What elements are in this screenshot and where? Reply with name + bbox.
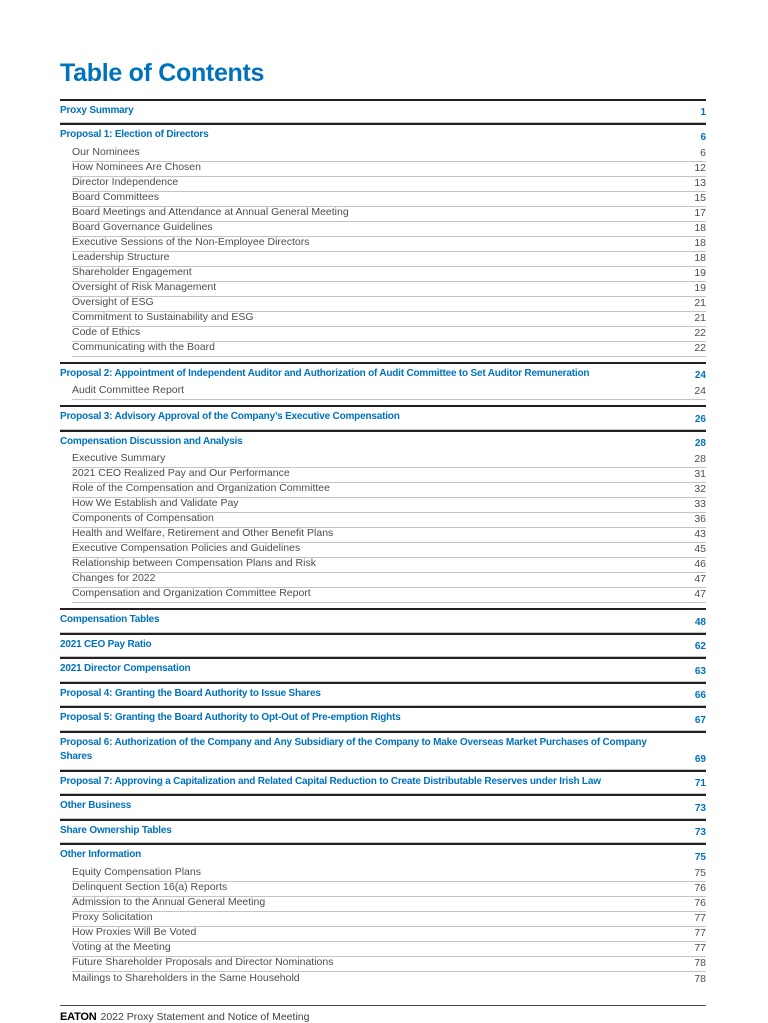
toc-item-page-number: 22 bbox=[694, 326, 706, 339]
toc-section bbox=[60, 633, 706, 658]
toc-item-page-number: 18 bbox=[694, 236, 706, 249]
toc-section-header[interactable] bbox=[60, 684, 706, 706]
toc-section-header[interactable] bbox=[60, 659, 706, 681]
toc-section-header[interactable] bbox=[60, 796, 706, 818]
toc-item-label: Audit Committee Report bbox=[72, 385, 185, 397]
toc-item-label: 2021 CEO Realized Pay and Our Performance bbox=[72, 468, 290, 480]
section-title: Share Ownership Tables bbox=[60, 824, 172, 836]
toc-item[interactable] bbox=[72, 513, 706, 528]
toc-item-page-number: 28 bbox=[694, 453, 706, 465]
toc-item[interactable] bbox=[72, 528, 706, 543]
toc-item[interactable] bbox=[72, 282, 706, 297]
toc-item-label: Health and Welfare, Retirement and Other Benefit Plans bbox=[72, 528, 334, 540]
toc-item-label: Board Meetings and Attendance at Annual General Meeting bbox=[72, 206, 349, 218]
section-page-number: 75 bbox=[694, 851, 706, 863]
toc-item[interactable] bbox=[72, 972, 706, 987]
toc-section bbox=[60, 430, 706, 604]
toc-section bbox=[60, 706, 706, 731]
toc-item-page-number: 17 bbox=[694, 206, 706, 219]
toc-item-page-number: 78 bbox=[694, 956, 706, 969]
toc-item-page-number: 46 bbox=[694, 558, 706, 570]
toc-item-page-number: 31 bbox=[694, 468, 706, 480]
toc-item-label: Our Nominees bbox=[72, 146, 140, 158]
toc-section bbox=[60, 682, 706, 707]
toc-item-page-number: 22 bbox=[694, 341, 706, 354]
toc-item-page-number: 15 bbox=[694, 191, 706, 204]
section-title: Compensation Tables bbox=[60, 614, 160, 625]
toc-section-header[interactable] bbox=[60, 407, 706, 429]
toc-item-page-number: 77 bbox=[694, 941, 706, 954]
section-title: Proposal 3: Advisory Approval of the Company’s Executive Compensation bbox=[60, 411, 400, 422]
toc-item-label: Changes for 2022 bbox=[72, 573, 156, 585]
toc-item-page-number: 75 bbox=[694, 866, 706, 879]
section-title: Other Business bbox=[60, 800, 132, 811]
toc-item-page-number: 33 bbox=[694, 498, 706, 510]
toc-item[interactable] bbox=[72, 207, 706, 222]
section-title: Proposal 2: Appointment of Independent Auditor and Authorization of Audit Committee to Set Auditor Remuneration bbox=[60, 367, 590, 379]
toc-item[interactable] bbox=[72, 297, 706, 312]
toc-section bbox=[60, 362, 706, 401]
toc-section bbox=[60, 608, 706, 633]
toc-item[interactable] bbox=[72, 342, 706, 357]
toc-item[interactable] bbox=[72, 237, 706, 252]
toc-item-label: Executive Summary bbox=[72, 453, 166, 465]
toc-section-header[interactable] bbox=[60, 610, 706, 632]
toc-section-header[interactable] bbox=[60, 821, 706, 843]
toc-item-page-number: 45 bbox=[694, 543, 706, 555]
toc-item-page-number: 6 bbox=[700, 146, 706, 159]
toc-item-label: Relationship between Compensation Plans and Risk bbox=[72, 558, 316, 570]
toc-item-label: Shareholder Engagement bbox=[72, 266, 192, 278]
toc-item[interactable] bbox=[72, 558, 706, 573]
toc-section-header[interactable] bbox=[60, 125, 706, 147]
toc-item[interactable] bbox=[72, 267, 706, 282]
toc-section bbox=[60, 731, 706, 770]
toc-item[interactable] bbox=[72, 942, 706, 957]
toc-item[interactable] bbox=[72, 867, 706, 882]
toc-section-header[interactable] bbox=[60, 772, 706, 794]
toc-item-label: Leadership Structure bbox=[72, 251, 170, 263]
toc-item[interactable] bbox=[72, 147, 706, 162]
section-page-number: 26 bbox=[694, 413, 706, 425]
toc-item-page-number: 47 bbox=[694, 573, 706, 585]
toc-item-label: Oversight of Risk Management bbox=[72, 281, 217, 293]
toc-item-label: Role of the Compensation and Organization Committee bbox=[72, 483, 330, 495]
toc-item-page-number: 21 bbox=[694, 296, 706, 309]
section-title: Proposal 5: Granting the Board Authority to Opt-Out of Pre-emption Rights bbox=[60, 712, 401, 723]
section-title: 2021 Director Compensation bbox=[60, 663, 191, 674]
toc-item[interactable] bbox=[72, 327, 706, 342]
footer-brand: EATON bbox=[60, 1010, 97, 1023]
toc-item-page-number: 32 bbox=[694, 483, 706, 495]
section-page-number: 48 bbox=[694, 616, 706, 628]
toc-item-label: Voting at the Meeting bbox=[72, 941, 171, 953]
toc-section-items bbox=[60, 147, 706, 357]
toc-item[interactable] bbox=[72, 927, 706, 942]
toc-item[interactable] bbox=[72, 177, 706, 192]
toc-item[interactable] bbox=[72, 957, 706, 972]
toc-item-page-number: 19 bbox=[694, 266, 706, 279]
toc-item-label: Oversight of ESG bbox=[72, 296, 154, 308]
toc-item-label: Delinquent Section 16(a) Reports bbox=[72, 881, 228, 893]
section-page-number: 73 bbox=[694, 827, 706, 838]
section-page-number: 63 bbox=[694, 665, 706, 677]
toc-item-label: Components of Compensation bbox=[72, 513, 214, 525]
section-title: Proposal 1: Election of Directors bbox=[60, 129, 209, 140]
toc-section bbox=[60, 794, 706, 819]
toc-item-page-number: 36 bbox=[694, 513, 706, 525]
toc-item-page-number: 18 bbox=[694, 221, 706, 234]
toc-item-page-number: 78 bbox=[694, 972, 706, 985]
toc-item-label: Commitment to Sustainability and ESG bbox=[72, 311, 254, 323]
page-footer bbox=[60, 1005, 706, 1023]
section-page-number: 1 bbox=[700, 107, 706, 118]
toc-item[interactable] bbox=[72, 192, 706, 207]
toc-item-page-number: 13 bbox=[694, 176, 706, 189]
toc-item-label: Executive Compensation Policies and Guidelines bbox=[72, 543, 301, 555]
toc-item[interactable] bbox=[72, 222, 706, 237]
toc-item-label: Future Shareholder Proposals and Director Nominations bbox=[72, 956, 334, 968]
toc-item-label: Board Committees bbox=[72, 191, 159, 203]
toc-item-label: Communicating with the Board bbox=[72, 341, 215, 353]
toc-item[interactable] bbox=[72, 483, 706, 498]
toc-item-page-number: 43 bbox=[694, 528, 706, 540]
toc-item-label: Proxy Solicitation bbox=[72, 911, 153, 923]
toc-item-page-number: 77 bbox=[694, 911, 706, 924]
toc-section bbox=[60, 123, 706, 357]
page-title: Table of Contents bbox=[60, 59, 265, 87]
toc-item-page-number: 76 bbox=[694, 881, 706, 894]
toc-section-header[interactable] bbox=[60, 101, 706, 123]
section-page-number: 73 bbox=[694, 802, 706, 814]
toc-item-page-number: 21 bbox=[694, 311, 706, 324]
toc-item-page-number: 47 bbox=[694, 588, 706, 600]
toc-item-label: How Proxies Will Be Voted bbox=[72, 926, 197, 938]
toc-item-label: Mailings to Shareholders in the Same Household bbox=[72, 972, 300, 984]
toc-item[interactable] bbox=[72, 252, 706, 267]
toc-item-label: Equity Compensation Plans bbox=[72, 866, 201, 878]
toc-item[interactable] bbox=[72, 882, 706, 897]
toc-item[interactable] bbox=[72, 162, 706, 177]
toc-item-label: Director Independence bbox=[72, 176, 179, 188]
toc-section-items bbox=[60, 867, 706, 987]
toc-section bbox=[60, 819, 706, 844]
toc-item[interactable] bbox=[72, 588, 706, 603]
toc-section-header[interactable] bbox=[60, 733, 706, 769]
section-title: Compensation Discussion and Analysis bbox=[60, 435, 243, 447]
footer-text: 2022 Proxy Statement and Notice of Meeting bbox=[100, 1010, 310, 1023]
toc-item-label: How Nominees Are Chosen bbox=[72, 161, 201, 173]
toc-section bbox=[60, 770, 706, 795]
toc-item[interactable] bbox=[72, 385, 706, 400]
toc-section bbox=[60, 843, 706, 987]
toc-item-page-number: 12 bbox=[694, 161, 706, 174]
section-page-number: 24 bbox=[694, 370, 706, 381]
toc-item-page-number: 76 bbox=[694, 896, 706, 909]
section-title: Proposal 7: Approving a Capitalization and Related Capital Reduction to Create Distributable Reserves under Irish Law bbox=[60, 775, 601, 787]
section-page-number: 62 bbox=[694, 641, 706, 652]
section-page-number: 28 bbox=[694, 438, 706, 449]
toc-item-page-number: 18 bbox=[694, 251, 706, 264]
toc-item-label: Code of Ethics bbox=[72, 326, 141, 338]
toc-item-page-number: 19 bbox=[694, 281, 706, 294]
table-of-contents bbox=[60, 99, 706, 987]
toc-section-items bbox=[60, 453, 706, 603]
toc-item[interactable] bbox=[72, 498, 706, 513]
toc-section-items bbox=[60, 385, 706, 400]
section-title: Proposal 4: Granting the Board Authority to Issue Shares bbox=[60, 687, 321, 699]
toc-item[interactable] bbox=[72, 573, 706, 588]
toc-item-label: Compensation and Organization Committee Report bbox=[72, 588, 311, 600]
toc-item-page-number: 24 bbox=[694, 385, 706, 397]
section-page-number: 69 bbox=[694, 753, 706, 765]
toc-item[interactable] bbox=[72, 897, 706, 912]
section-title: 2021 CEO Pay Ratio bbox=[60, 638, 152, 650]
toc-section-header[interactable] bbox=[60, 845, 706, 867]
section-title: Proxy Summary bbox=[60, 104, 134, 116]
toc-item-label: Board Governance Guidelines bbox=[72, 221, 213, 233]
section-title: Other Information bbox=[60, 849, 142, 860]
toc-item[interactable] bbox=[72, 543, 706, 558]
section-page-number: 67 bbox=[694, 714, 706, 726]
toc-section bbox=[60, 657, 706, 682]
section-page-number: 66 bbox=[694, 690, 706, 701]
toc-section bbox=[60, 99, 706, 124]
toc-item[interactable] bbox=[72, 312, 706, 327]
toc-item-label: Admission to the Annual General Meeting bbox=[72, 896, 266, 908]
toc-section bbox=[60, 405, 706, 430]
toc-item-label: Executive Sessions of the Non-Employee Directors bbox=[72, 236, 310, 248]
toc-item-page-number: 77 bbox=[694, 926, 706, 939]
section-page-number: 71 bbox=[694, 778, 706, 789]
section-title: Proposal 6: Authorization of the Company and Any Subsidiary of the Company to Make Overseas Market Purchases of Company Shares bbox=[60, 736, 647, 762]
toc-section-header[interactable] bbox=[60, 364, 706, 386]
toc-item-label: How We Establish and Validate Pay bbox=[72, 498, 239, 510]
toc-item[interactable] bbox=[72, 912, 706, 927]
toc-item[interactable] bbox=[72, 468, 706, 483]
section-page-number: 6 bbox=[700, 131, 706, 143]
toc-item[interactable] bbox=[72, 453, 706, 468]
toc-section-header[interactable] bbox=[60, 708, 706, 730]
toc-section-header[interactable] bbox=[60, 635, 706, 657]
toc-section-header[interactable] bbox=[60, 432, 706, 454]
